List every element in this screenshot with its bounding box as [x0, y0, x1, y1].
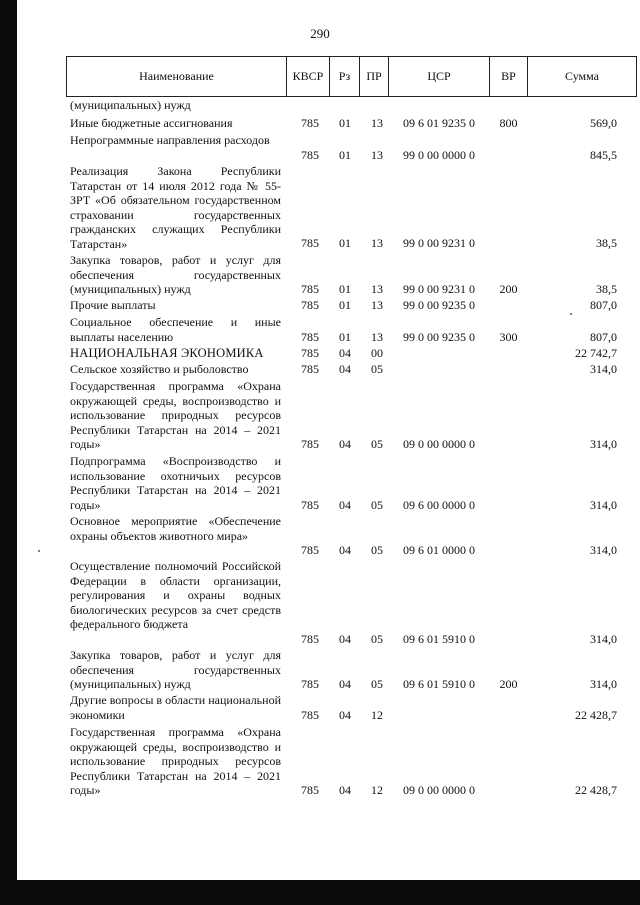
- row-sum: 569,0: [590, 116, 617, 130]
- row-kvsr: 785: [301, 437, 319, 451]
- row-sum: 314,0: [590, 437, 617, 451]
- row-rz: 04: [339, 437, 351, 451]
- page-number: 290: [310, 26, 330, 41]
- row-pr: 00: [371, 346, 383, 360]
- row-sum: 314,0: [590, 543, 617, 557]
- row-rz: 01: [339, 116, 351, 130]
- row-rz: 04: [339, 632, 351, 646]
- row-rz: 01: [339, 298, 351, 312]
- row-kvsr: 785: [301, 362, 319, 376]
- row-pr: 12: [371, 708, 383, 722]
- row-name: Государственная программа «Охрана окружающей среды, воспроизводство и использование природных ресурсов Республики Татарстан на 2014 – 2021 годы»: [70, 725, 281, 797]
- row-rz: 01: [339, 236, 351, 250]
- row-pr: 05: [371, 677, 383, 691]
- header-pr: ПР: [360, 57, 389, 96]
- row-csr: 09 6 01 9235 0: [403, 116, 475, 130]
- row-name: Осуществление полномочий Российской Федерации в области организации, регулирования и охраны водных биологических ресурсов за счет средств федерального бюджета: [70, 559, 281, 631]
- row-vr: 800: [499, 116, 518, 130]
- row-rz: 04: [339, 362, 351, 376]
- row-pr: 13: [371, 330, 383, 344]
- row-sum: 22 428,7: [575, 783, 617, 797]
- row-csr: 09 6 00 0000 0: [403, 498, 475, 512]
- row-name: Закупка товаров, работ и услуг для обеспечения государственных (муниципальных) нужд: [70, 253, 281, 296]
- row-rz: 04: [339, 543, 351, 557]
- row-name: (муниципальных) нужд: [70, 98, 191, 112]
- row-kvsr: 785: [301, 236, 319, 250]
- row-name: Сельское хозяйство и рыболовство: [70, 362, 249, 376]
- row-name: Основное мероприятие «Обеспечение охраны объектов животного мира»: [70, 514, 281, 543]
- row-rz: 04: [339, 783, 351, 797]
- row-pr: 05: [371, 362, 383, 376]
- scan-speck: [38, 550, 40, 552]
- row-csr: 99 0 00 0000 0: [403, 148, 475, 162]
- row-kvsr: 785: [301, 282, 319, 296]
- row-pr: 05: [371, 632, 383, 646]
- row-name: Закупка товаров, работ и услуг для обеспечения государственных (муниципальных) нужд: [70, 648, 281, 691]
- row-name: Прочие выплаты: [70, 298, 156, 312]
- row-csr: 99 0 00 9231 0: [403, 236, 475, 250]
- header-vr: ВР: [490, 57, 528, 96]
- row-sum: 314,0: [590, 632, 617, 646]
- row-csr: 99 0 00 9235 0: [403, 298, 475, 312]
- row-kvsr: 785: [301, 346, 319, 360]
- header-kvsr: КВСР: [287, 57, 330, 96]
- row-rz: 04: [339, 498, 351, 512]
- row-rz: 04: [339, 708, 351, 722]
- scan-speck: [570, 313, 572, 315]
- header-csr: ЦСР: [389, 57, 490, 96]
- row-kvsr: 785: [301, 632, 319, 646]
- row-csr: 99 0 00 9231 0: [403, 282, 475, 296]
- row-kvsr: 785: [301, 543, 319, 557]
- row-kvsr: 785: [301, 498, 319, 512]
- row-pr: 05: [371, 437, 383, 451]
- row-pr: 13: [371, 148, 383, 162]
- row-vr: 200: [499, 677, 518, 691]
- row-kvsr: 785: [301, 298, 319, 312]
- row-rz: 01: [339, 148, 351, 162]
- row-rz: 01: [339, 330, 351, 344]
- row-kvsr: 785: [301, 330, 319, 344]
- row-sum: 314,0: [590, 498, 617, 512]
- row-kvsr: 785: [301, 148, 319, 162]
- row-sum: 314,0: [590, 677, 617, 691]
- row-sum: 22 742,7: [575, 346, 617, 360]
- row-vr: 200: [499, 282, 518, 296]
- row-rz: 04: [339, 346, 351, 360]
- row-sum: 845,5: [590, 148, 617, 162]
- row-name: Государственная программа «Охрана окружающей среды, воспроизводство и использование природных ресурсов Республики Татарстан на 2014 – 2021 годы»: [70, 379, 281, 451]
- row-pr: 13: [371, 116, 383, 130]
- row-pr: 05: [371, 498, 383, 512]
- row-pr: 05: [371, 543, 383, 557]
- row-kvsr: 785: [301, 116, 319, 130]
- row-sum: 807,0: [590, 298, 617, 312]
- header-rz: Рз: [330, 57, 360, 96]
- row-csr: 09 0 00 0000 0: [403, 783, 475, 797]
- row-pr: 13: [371, 298, 383, 312]
- row-pr: 13: [371, 236, 383, 250]
- row-pr: 12: [371, 783, 383, 797]
- row-name: Реализация Закона Республики Татарстан от 14 июля 2012 года № 55-ЗРТ «Об обязательном государственном страховании государственных гражданских служащих Республики Татарстан»: [70, 164, 281, 251]
- row-csr: 09 6 01 5910 0: [403, 677, 475, 691]
- header-sum: Сумма: [565, 69, 599, 83]
- table-header: [66, 56, 637, 97]
- row-vr: 300: [499, 330, 518, 344]
- row-rz: 01: [339, 282, 351, 296]
- header-name: Наименование: [67, 57, 287, 96]
- row-name: Иные бюджетные ассигнования: [70, 116, 233, 130]
- row-sum: 314,0: [590, 362, 617, 376]
- row-kvsr: 785: [301, 708, 319, 722]
- row-sum: 22 428,7: [575, 708, 617, 722]
- row-pr: 13: [371, 282, 383, 296]
- row-sum: 38,5: [596, 282, 617, 296]
- row-csr: 99 0 00 9235 0: [403, 330, 475, 344]
- row-name: Другие вопросы в области национальной экономики: [70, 693, 281, 722]
- row-name: НАЦИОНАЛЬНАЯ ЭКОНОМИКА: [70, 346, 264, 360]
- row-rz: 04: [339, 677, 351, 691]
- row-name: Подпрограмма «Воспроизводство и использование охотничьих ресурсов Республики Татарстан на 2014 – 2021 годы»: [70, 454, 281, 512]
- row-sum: 38,5: [596, 236, 617, 250]
- row-kvsr: 785: [301, 677, 319, 691]
- row-name: Социальное обеспечение и иные выплаты населению: [70, 315, 281, 344]
- row-kvsr: 785: [301, 783, 319, 797]
- scan-border-left: [0, 0, 17, 905]
- scan-border-bottom: [0, 880, 640, 905]
- row-csr: 09 0 00 0000 0: [403, 437, 475, 451]
- row-csr: 09 6 01 5910 0: [403, 632, 475, 646]
- row-csr: 09 6 01 0000 0: [403, 543, 475, 557]
- row-sum: 807,0: [590, 330, 617, 344]
- row-name: Непрограммные направления расходов: [70, 133, 270, 147]
